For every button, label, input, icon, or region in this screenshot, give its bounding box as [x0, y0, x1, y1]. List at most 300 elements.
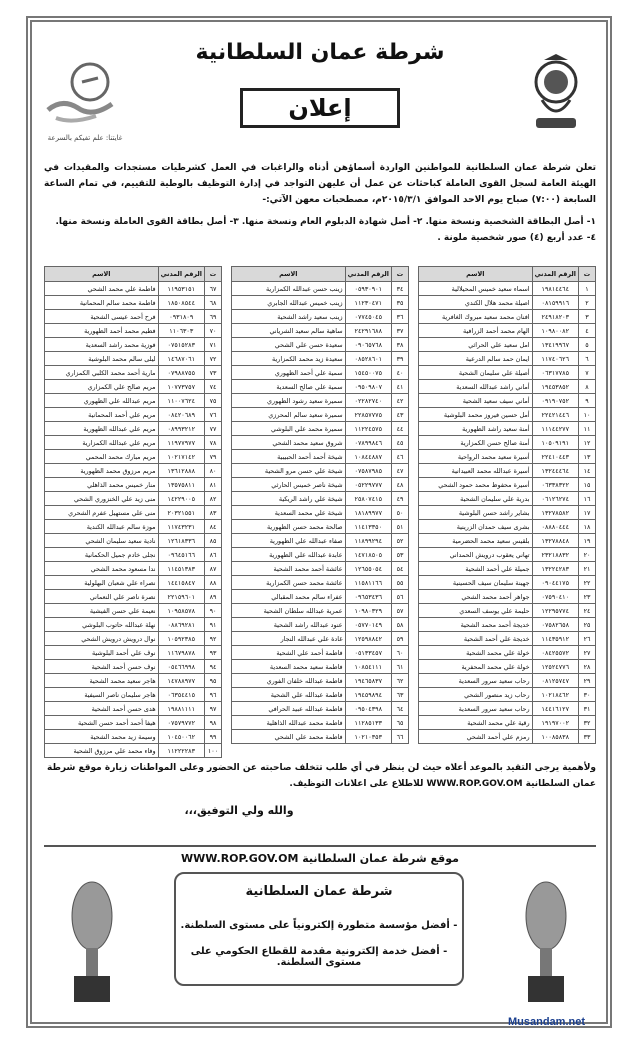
row-number: ٢٤	[579, 604, 596, 618]
candidates-table-3	[44, 266, 222, 758]
row-number: ٩٣	[205, 646, 222, 660]
table-row	[232, 702, 409, 716]
row-number: ٥	[579, 338, 596, 352]
civil-number: ١٠٩٥٨٥٧٨	[158, 604, 204, 618]
candidate-name: ايمان حمد سالم الدرعية	[419, 352, 533, 366]
civil-number: ١٨١٨٩٩٧٧	[345, 506, 391, 520]
row-number: ٨٧	[205, 562, 222, 576]
table-row	[45, 730, 222, 744]
civil-number: ١١٠٠٧٦٢٤	[158, 394, 204, 408]
row-number: ٨٩	[205, 590, 222, 604]
awards-title: شرطة عمان السلطانية	[245, 884, 393, 899]
table-header-row	[419, 267, 596, 282]
candidate-name: فاطمة سعيد محمد السعدية	[232, 660, 346, 674]
table-row	[232, 730, 409, 744]
trophy-icon	[518, 876, 574, 1006]
civil-number: ٢٢٤١٠٤٤٣	[532, 450, 578, 464]
trophy-icon	[64, 876, 120, 1006]
table-row	[45, 324, 222, 338]
candidate-name: ساهية سالم سعيد الشرياني	[232, 324, 346, 338]
candidate-name: سمية علي صالح السعدية	[232, 380, 346, 394]
table-row	[419, 562, 596, 576]
row-number: ٢٦	[579, 632, 596, 646]
civil-number: ١٠٨٤٤٨٨٧	[345, 450, 391, 464]
table-row	[232, 282, 409, 296]
candidate-name: فاطمة عبدالله علي الشحية	[232, 688, 346, 702]
candidate-name: سمية علي أحمد الظهوري	[232, 366, 346, 380]
candidate-name: شيخة ناصر خميس الحارثي	[232, 478, 346, 492]
col-name-header: الاسم	[232, 267, 346, 282]
civil-number: ٠٨٨٦٩٢٨١	[158, 618, 204, 632]
row-number: ٧٧	[205, 422, 222, 436]
table-row	[419, 380, 596, 394]
candidate-name: أصيلة علي سليمان الشحية	[419, 366, 533, 380]
candidate-name: تهاني يعقوب درويش الحمداني	[419, 548, 533, 562]
civil-number: ٠٩٦٥٣٤٣٦	[345, 590, 391, 604]
candidate-name: رقية علي محمد الشحية	[419, 716, 533, 730]
civil-number: ١٩٤٥٩٨٩٤	[345, 688, 391, 702]
col-no-header: ت	[392, 267, 409, 282]
table-row	[232, 296, 409, 310]
candidate-name: سعيدة حسن علي الشحي	[232, 338, 346, 352]
candidate-name: حليمة علي يوسف السعدي	[419, 604, 533, 618]
candidate-name: خولة علي محمد المحفرية	[419, 660, 533, 674]
candidate-name: مريم علي أحمد المحمانية	[45, 408, 159, 422]
candidates-table-1	[418, 266, 596, 744]
website-line: موقع شرطة عمان السلطانية WWW.ROP.GOV.OM	[181, 852, 459, 865]
table-row	[419, 674, 596, 688]
candidate-name: فوزية محمد راشد السعدية	[45, 338, 159, 352]
row-number: ٥٧	[392, 604, 409, 618]
row-number: ١	[579, 282, 596, 296]
candidate-name: منى علي مستهيل عفرم الشحري	[45, 506, 159, 520]
row-number: ٣٤	[392, 282, 409, 296]
candidate-name: أمل حسين فيروز محمد البلوشية	[419, 408, 533, 422]
candidate-name: اصيلة محمد هلال الكندي	[419, 296, 533, 310]
row-number: ٧٠	[205, 324, 222, 338]
row-number: ٣٠	[579, 688, 596, 702]
table-row	[45, 632, 222, 646]
table-row	[419, 436, 596, 450]
row-number: ٥٠	[392, 506, 409, 520]
civil-number: ١٩٤٦٥٨٣٧	[345, 674, 391, 688]
row-number: ٧٤	[205, 380, 222, 394]
table-row	[45, 478, 222, 492]
candidate-name: خديجة أحمد محمد الشحية	[419, 618, 533, 632]
civil-number: ١١٧٤٠٦٢٦	[532, 352, 578, 366]
row-number: ٣٨	[392, 338, 409, 352]
civil-number: ١١٧٤٣٢٣١	[158, 520, 204, 534]
table-row	[45, 716, 222, 730]
table-row	[419, 534, 596, 548]
civil-number: ١٤٤١٥٨٤٧	[158, 576, 204, 590]
col-no-header: ت	[579, 267, 596, 282]
row-number: ٩٦	[205, 688, 222, 702]
row-number: ٨٥	[205, 534, 222, 548]
row-number: ٨٦	[205, 548, 222, 562]
candidate-name: فطيم محمد أحمد الظهورية	[45, 324, 159, 338]
table-row	[45, 590, 222, 604]
candidate-name: شيخة علي راشد الريكية	[232, 492, 346, 506]
candidate-name: رمزم علي أحمد الشحي	[419, 730, 533, 744]
table-row	[232, 562, 409, 576]
civil-number: ١١٢٢٢٢٨٣	[158, 744, 204, 758]
candidate-name: زينب سعيد راشد الشحية	[232, 310, 346, 324]
col-no-header: ت	[205, 267, 222, 282]
table-row	[232, 716, 409, 730]
row-number: ٥٥	[392, 576, 409, 590]
table-row	[419, 296, 596, 310]
table-row	[419, 604, 596, 618]
candidate-name: عابدة عبدالله علي الظهورية	[232, 548, 346, 562]
civil-number: ٠٨٤٢٥٥٧٢	[532, 646, 578, 660]
civil-number: ١٤٢٢٩٠٠٥	[158, 492, 204, 506]
civil-number: ١١٩٥٣١٥١	[158, 282, 204, 296]
row-number: ٦١	[392, 660, 409, 674]
table-row	[232, 310, 409, 324]
table-row	[419, 310, 596, 324]
row-number: ١٩	[579, 534, 596, 548]
candidate-name: بلقيس سعيد محمد الحضرمية	[419, 534, 533, 548]
civil-number: ٠٥٢٢٩٧٧٧	[345, 478, 391, 492]
candidate-name: منى زيد علي الخنزوري الشحي	[45, 492, 159, 506]
civil-number: ٢٣٢١٨٨٣٢	[532, 548, 578, 562]
table-row	[419, 464, 596, 478]
table-row	[45, 548, 222, 562]
row-number: ٨٤	[205, 520, 222, 534]
civil-number: ١١٤١٣٣٥٠	[345, 520, 391, 534]
row-number: ٤٤	[392, 422, 409, 436]
candidate-name: مريم علي عبدالله الكمزارية	[45, 436, 159, 450]
candidate-name: زينب خميس عبدالله الجابري	[232, 296, 346, 310]
candidate-name: نجلى خادم جميل الحكمانية	[45, 548, 159, 562]
table-row	[232, 590, 409, 604]
civil-number: ٠٩٦٤٥١٦٦	[158, 548, 204, 562]
candidate-name: افنان محمد سعيد مبروك الغافرية	[419, 310, 533, 324]
candidate-name: أماني سيف سعيد الشحية	[419, 394, 533, 408]
intro-paragraph: تعلن شرطة عمان السلطانية للمواطنين الواردة أسماؤهن أدناه والراغبات في العمل كشرطيات مستجدات والمقيدات في الهيئة العامة لسجل القوى العاملة كباحثات عن عمل أن عليهن التواجد في إدارة التوظيف بالوطية للتقييم، في تمام الساعة السابعة (٧:٠٠) صباح يوم الاحد الموافق ٢٠١٥/٣/١م، مصطحبات معهن الآتي:-	[44, 163, 596, 205]
civil-number: ٠٦٣١٧٧٨٥	[532, 366, 578, 380]
table-row	[45, 492, 222, 506]
civil-number: ١١٩٧٧٩٧٧	[158, 436, 204, 450]
candidate-name: فرح أحمد عيسى الشحية	[45, 310, 159, 324]
table-row	[419, 730, 596, 744]
row-number: ٧٥	[205, 394, 222, 408]
table-row	[232, 688, 409, 702]
civil-number: ١٠٥٠٩١٩١	[532, 436, 578, 450]
civil-number: ٢٢٨٥٧٧٧٥	[345, 408, 391, 422]
civil-number: ١١٤٥١٣٨٣	[158, 562, 204, 576]
row-number: ٥٤	[392, 562, 409, 576]
row-number: ٣٩	[392, 352, 409, 366]
candidate-name: عائشة أحمد محمد الشحية	[232, 562, 346, 576]
civil-number: ١٣٢٧٨٥٨٢	[532, 506, 578, 520]
table-row	[232, 478, 409, 492]
table-row	[419, 366, 596, 380]
row-number: ٣	[579, 310, 596, 324]
candidate-name: مارية أحمد محمد الكلبي الكمزاري	[45, 366, 159, 380]
candidate-name: سميرة سعيد رشود الظهوري	[232, 394, 346, 408]
table-row	[45, 296, 222, 310]
table-row	[232, 506, 409, 520]
col-civil-header: الرقم المدني	[345, 267, 391, 282]
candidate-name: أسيرة محفوظ محمد حمود الشحي	[419, 478, 533, 492]
table-row	[232, 632, 409, 646]
candidate-name: فاطمة أحمد علي الشحية	[232, 646, 346, 660]
candidate-name: ندا مسعود محمد الشحي	[45, 562, 159, 576]
row-number: ٦٣	[392, 688, 409, 702]
watermark: Musandam.net	[508, 1016, 586, 1028]
table-row	[45, 310, 222, 324]
award-line: - أفضل خدمة إلكترونية مقدمة للقطاع الحكومي على مستوى السلطنة.	[190, 946, 448, 968]
row-number: ٧	[579, 366, 596, 380]
row-number: ٢٠	[579, 548, 596, 562]
row-number: ١٢	[579, 436, 596, 450]
table-header-row	[232, 267, 409, 282]
row-number: ٦٦	[392, 730, 409, 744]
candidate-name: وسيمة زيد محمد الشحية	[45, 730, 159, 744]
table-row	[45, 394, 222, 408]
civil-number: ٠٧٥١٥٢٨٣	[158, 338, 204, 352]
row-number: ٦٨	[205, 296, 222, 310]
table-row	[419, 646, 596, 660]
table-row	[232, 366, 409, 380]
candidate-name: نادية سعيد سليمان الشحي	[45, 534, 159, 548]
col-name-header: الاسم	[419, 267, 533, 282]
candidate-name: صفاء عبدالله علي الظهورية	[232, 534, 346, 548]
candidate-name: منار خميس محمد الذاهلي	[45, 478, 159, 492]
table-row	[232, 576, 409, 590]
table-row	[419, 590, 596, 604]
table-row	[45, 576, 222, 590]
candidate-name: غادة علي عبدالله النجار	[232, 632, 346, 646]
table-row	[419, 282, 596, 296]
civil-number: ١٣٤١٩٩٦٧	[532, 338, 578, 352]
row-number: ٩٨	[205, 716, 222, 730]
civil-number: ٠٦١٢٦٢٧٤	[532, 492, 578, 506]
candidate-name: مريم عبدالله علي الظهوري	[45, 394, 159, 408]
candidate-name: رحاب سعيد سرور السعدية	[419, 702, 533, 716]
table-row	[232, 674, 409, 688]
row-number: ٤٩	[392, 492, 409, 506]
row-number: ٨٠	[205, 464, 222, 478]
table-row	[45, 408, 222, 422]
civil-number: ٢٢٤٢١٤٤٦	[532, 408, 578, 422]
row-number: ٤	[579, 324, 596, 338]
table-row	[419, 422, 596, 436]
civil-number: ١١٢٢٤٥٧٥	[345, 422, 391, 436]
candidate-name: جهينة سليمان سيف الحسينية	[419, 576, 533, 590]
table-row	[45, 282, 222, 296]
candidate-name: بشرى سيف حمدان الزرينية	[419, 520, 533, 534]
row-number: ٩٠	[205, 604, 222, 618]
candidate-name: عائشة محمد حسن الكمزارية	[232, 576, 346, 590]
civil-number: ١٠٤٥٠٠٦٢	[158, 730, 204, 744]
table-row	[45, 534, 222, 548]
row-number: ٦٤	[392, 702, 409, 716]
table-row	[419, 576, 596, 590]
civil-number: ١١٢٨٥١٣٣	[345, 716, 391, 730]
candidate-name: فاطمة علي محمد الشحي	[45, 282, 159, 296]
candidate-name: رحاب سعيد سرور السعدية	[419, 674, 533, 688]
table-row	[419, 492, 596, 506]
civil-number: ١٢٥٩٨٨٤٢	[345, 632, 391, 646]
candidate-name: عفراء سالم محمد المقبالي	[232, 590, 346, 604]
row-number: ١٧	[579, 506, 596, 520]
requirements-list	[44, 214, 596, 246]
row-number: ٩٩	[205, 730, 222, 744]
table-row	[419, 548, 596, 562]
civil-number: ١٠٢١٠٣٥٣	[345, 730, 391, 744]
table-row	[45, 744, 222, 758]
ghayatuna-logo-icon	[42, 58, 122, 128]
candidate-name: جميلة علي أحمد الشحية	[419, 562, 533, 576]
candidates-tables	[44, 266, 596, 755]
civil-number: ١٩١٩٧٠٠٢	[532, 716, 578, 730]
row-number: ١٦	[579, 492, 596, 506]
row-number: ٧١	[205, 338, 222, 352]
row-number: ٧٦	[205, 408, 222, 422]
table-row	[419, 408, 596, 422]
civil-number: ١٠٢١٧١٤٢	[158, 450, 204, 464]
candidate-name: بدرية علي سليمان الشحية	[419, 492, 533, 506]
civil-number: ٠٥٤٦٦٩٩٨	[158, 660, 204, 674]
row-number: ٧٩	[205, 450, 222, 464]
civil-number: ١٣٥٧٥٨١١	[158, 478, 204, 492]
civil-number: ١١٤٣٥٩١٢	[532, 632, 578, 646]
table-row	[232, 422, 409, 436]
row-number: ٣٢	[579, 716, 596, 730]
candidate-name: صالحة محمد حسن الظهورية	[232, 520, 346, 534]
civil-number: ١٠٧٧٣٧٥٧	[158, 380, 204, 394]
row-number: ٧٢	[205, 352, 222, 366]
civil-number: ١٠٠٨٥٨٣٨	[532, 730, 578, 744]
candidate-name: شروق سعيد محمد الشحي	[232, 436, 346, 450]
closing-salutation: والله ولي التوفيق،،،	[184, 804, 294, 817]
civil-number: ٠٦٣٣٨٣٢٢	[532, 478, 578, 492]
civil-number: ١٠٩٨٠٣٢٩	[345, 604, 391, 618]
candidate-name: وفاء محمد علي مرزوق الشحية	[45, 744, 159, 758]
candidate-name: جواهر أحمد محمد الشحي	[419, 590, 533, 604]
row-number: ٥٢	[392, 534, 409, 548]
table-row	[419, 324, 596, 338]
row-number: ٢٥	[579, 618, 596, 632]
page-title: شرطة عمان السلطانية	[195, 40, 445, 65]
table-row	[232, 492, 409, 506]
civil-number: ١٣٢٤٤٤٦٤	[532, 464, 578, 478]
row-number: ٨٢	[205, 492, 222, 506]
table-row	[232, 464, 409, 478]
candidate-name: بشاير راشد حسن البلوشية	[419, 506, 533, 520]
civil-number: ٠٩٠٤٤١٧٥	[532, 576, 578, 590]
civil-number: ٠٦٣٥٤٤١٥	[158, 688, 204, 702]
row-number: ٦٥	[392, 716, 409, 730]
row-number: ٧٣	[205, 366, 222, 380]
civil-number: ٠٥٩٣٠٩٠١	[345, 282, 391, 296]
civil-number: ٠٢٢٨٢٧٤٠	[345, 394, 391, 408]
row-number: ٩١	[205, 618, 222, 632]
candidate-name: هدى حسن أحمد الشحية	[45, 702, 159, 716]
row-number: ٣٧	[392, 324, 409, 338]
table-row	[232, 534, 409, 548]
table-row	[45, 674, 222, 688]
row-number: ٤٧	[392, 464, 409, 478]
civil-number: ٢٤٢٩١٦٨٨	[345, 324, 391, 338]
candidate-name: ليلى سالم محمد البلوشية	[45, 352, 159, 366]
logo-caption: غايتنا: علم تفيكم بالسرعة	[47, 134, 123, 142]
candidate-name: مريم علي عبدالله الظهورية	[45, 422, 159, 436]
table-row	[45, 436, 222, 450]
civil-number: ٠٨٩٩٣٢١٢	[158, 422, 204, 436]
table-row	[232, 408, 409, 422]
candidate-name: موزة سالم عبدالله الكندية	[45, 520, 159, 534]
civil-number: ١٢٦١٨٣٣٦	[158, 534, 204, 548]
row-number: ٣٣	[579, 730, 596, 744]
table-row	[45, 688, 222, 702]
table-row	[45, 450, 222, 464]
civil-number: ٠٧٨٩٩٨٤٦	[345, 436, 391, 450]
table-row	[419, 394, 596, 408]
candidate-name: فاطمة محمد عبدالله الذاهلية	[232, 716, 346, 730]
candidate-name: فاطمة محمد سالم المحمانية	[45, 296, 159, 310]
civil-number: ١٠٨٥٤١١١	[345, 660, 391, 674]
table-row	[419, 618, 596, 632]
table-row	[419, 716, 596, 730]
table-row	[45, 380, 222, 394]
row-number: ٣٥	[392, 296, 409, 310]
candidate-name: هاجر سعيد محمد الشحية	[45, 674, 159, 688]
row-number: ٥٣	[392, 548, 409, 562]
table-row	[45, 660, 222, 674]
candidate-name: فاطمة عبدالله عبيد الحرافي	[232, 702, 346, 716]
table-row	[45, 366, 222, 380]
table-row	[45, 646, 222, 660]
candidate-name: أسيرة عبدالله محمد العبيدانية	[419, 464, 533, 478]
table-row	[419, 632, 596, 646]
candidate-name: شيخة علي محمد السعدية	[232, 506, 346, 520]
table-row	[232, 338, 409, 352]
candidate-name: امل سعيد علي الحراثي	[419, 338, 533, 352]
table-header-row	[45, 267, 222, 282]
row-number: ١٣	[579, 450, 596, 464]
civil-number: ١٣٦١٢٨٨٨	[158, 464, 204, 478]
table-row	[232, 660, 409, 674]
civil-number: ١٢٦٥٥٠٥٤	[345, 562, 391, 576]
table-row	[45, 338, 222, 352]
table-row	[419, 520, 596, 534]
candidate-name: خولة علي محمد الشحية	[419, 646, 533, 660]
civil-number: ٠٧٥٩٠٤١٠	[532, 590, 578, 604]
civil-number: ٠٩٠٦٥٧٦٨	[345, 338, 391, 352]
row-number: ١٤	[579, 464, 596, 478]
row-number: ٩٥	[205, 674, 222, 688]
candidate-name: سميرة محمد علي البلوشي	[232, 422, 346, 436]
civil-number: ٠٥٧٧٠١٤٩	[345, 618, 391, 632]
row-number: ٥٨	[392, 618, 409, 632]
civil-number: ٠٨١٥٩٩١٦	[532, 296, 578, 310]
row-number: ٦٢	[392, 674, 409, 688]
civil-number: ١٤٤١٦١٢٧	[532, 702, 578, 716]
civil-number: ١٩٨١٤٤٦٤	[532, 282, 578, 296]
rop-crest-icon	[524, 52, 588, 138]
civil-number: ١٣٢٢٤٢٨٣	[532, 562, 578, 576]
row-number: ٦٠	[392, 646, 409, 660]
candidate-name: نصراء علي شعبان البهلولية	[45, 576, 159, 590]
row-number: ٤٢	[392, 394, 409, 408]
divider	[44, 845, 596, 847]
table-row	[232, 380, 409, 394]
table-row	[232, 436, 409, 450]
